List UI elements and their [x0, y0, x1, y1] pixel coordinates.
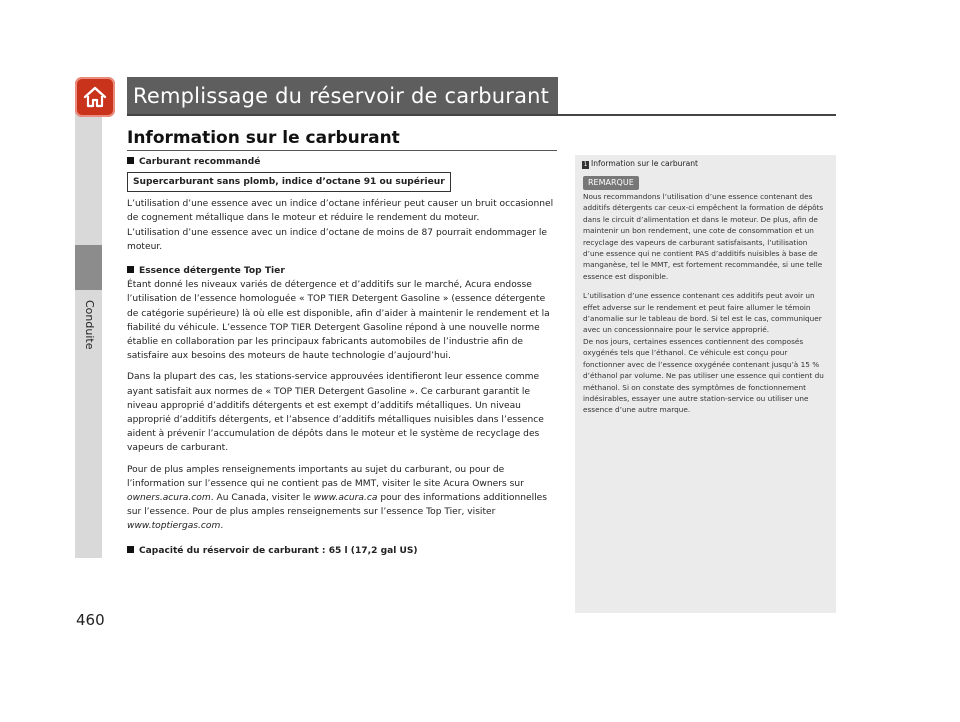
paragraph-toptier-2: Dans la plupart des cas, les stations-service approuvées identifieront leur essence comme ayant satisfait aux normes de « TOP TIER Detergent Gasoline ». Ce carburant garantit le niveau approprié d’additifs détergents et est exempt d’additifs métalliques. Un niveau approprié d’additifs détergents, et l’absence d’additifs métalliques nuisibles dans l’essence aident à prévenir l’accumulation de dépôts dans le moteur et le système de recyclage des vapeurs de carburant.: [127, 372, 544, 454]
square-bullet-icon: [127, 157, 134, 164]
home-icon: [82, 85, 108, 109]
main-content: [127, 155, 559, 558]
page-number: 460: [76, 611, 105, 629]
section-rule: [127, 150, 557, 151]
home-button[interactable]: [75, 77, 115, 117]
square-bullet-icon: [127, 266, 134, 273]
paragraph-toptier-1: Étant donné les niveaux variés de détergence et d’additifs sur le marché, Acura endosse l’utilisation de l’essence homologuée « TOP TIER Detergent Gasoline » (essence détergente de catégorie supérieure) là où elle est disponible, afin d’aider à maintenir le rendement et la fiabilité du véhicule. L’essence TOP TIER Detergent Gasoline répond à une nouvelle norme établie en collaboration par les principaux fabricants automobiles de l’industrie afin de satisfaire aux besoins des moteurs de haute technologie d’aujourd’hui.: [127, 280, 550, 362]
subheading-recommended: Carburant recommandé: [127, 155, 559, 169]
subheading-toptier: Essence détergente Top Tier: [127, 264, 559, 278]
side-note-panel: [575, 155, 836, 613]
remark-badge: REMARQUE: [583, 176, 639, 190]
note-paragraph-2: L’utilisation d’une essence contenant ces additifs peut avoir un effet adverse sur le rendement et peut faire allumer le témoin d’anomalie sur le tableau de bord. Si tel est le cas, communiquer avec un concessionnaire pour le service approprié. De nos jours, certaines essences contiennent des composés oxygénés tels que l’éthanol. Ce véhicule est conçu pour fonctionner avec de l’essence oxygénée contenant jusqu’à 15 % d’éthanol par volume. Ne pas utiliser une essence qui contient du méthanol. Si on constate des symptômes de fonctionnement indésirables, essayer une autre station-service ou utiliser une essence d’une autre marque.: [583, 291, 824, 415]
fuel-spec-box: Supercarburant sans plomb, indice d’octane 91 ou supérieur: [127, 172, 451, 192]
page-title: Remplissage du réservoir de carburant: [133, 84, 550, 108]
reference-number-icon: 1: [583, 161, 588, 168]
note-heading: 1 Information sur le carburant: [583, 159, 699, 168]
paragraph-octane: L’utilisation d’une essence avec un indice d’octane inférieur peut causer un bruit occasionnel de cognement métallique dans le moteur et réduire le rendement du moteur. L’utilisation d’une essence avec un indice d’octane de moins de 87 pourrait endommager le moteur.: [127, 199, 554, 252]
paragraph-toptier-3: Pour de plus amples renseignements importants au sujet du carburant, ou pour de l’information sur l’essence qui ne contient pas de MMT, visiter le site Acura Owners sur owners.acura.com. Au Canada, visiter le www.acura.ca pour des informations additionnelles sur l’essence. Pour de plus amples renseignements sur l’essence Top Tier, visiter www.toptiergas.com.: [127, 464, 547, 532]
section-title: Information sur le carburant: [127, 128, 400, 148]
chapter-title-bar: [127, 77, 558, 114]
subheading-capacity: Capacité du réservoir de carburant : 65 l (17,2 gal US): [127, 544, 559, 558]
chapter-tab-marker[interactable]: [75, 245, 102, 290]
note-paragraph-1: Nous recommandons l’utilisation d’une essence contenant des additifs détergents car ceux-ci empêchent la formation de dépôts dans le circuit d’alimentation et dans le moteur. De plus, afin de maintenir un bon rendement, une cote de consommation et un recyclage des vapeurs de carburant satisfaisants, l’utilisation d’une essence qui ne contient PAS d’additifs nuisibles à base de manganèse, tel le MMT, est fortement recommandée, si une telle essence est disponible.: [583, 192, 824, 281]
chapter-label: Conduite: [83, 300, 96, 350]
square-bullet-icon: [127, 546, 134, 553]
link-acura-ca[interactable]: www.acura.ca: [313, 493, 378, 504]
link-toptiergas[interactable]: www.toptiergas.com: [127, 521, 221, 532]
link-owners-acura[interactable]: owners.acura.com: [127, 493, 211, 504]
note-body: [583, 191, 830, 424]
title-rule: [127, 114, 836, 116]
